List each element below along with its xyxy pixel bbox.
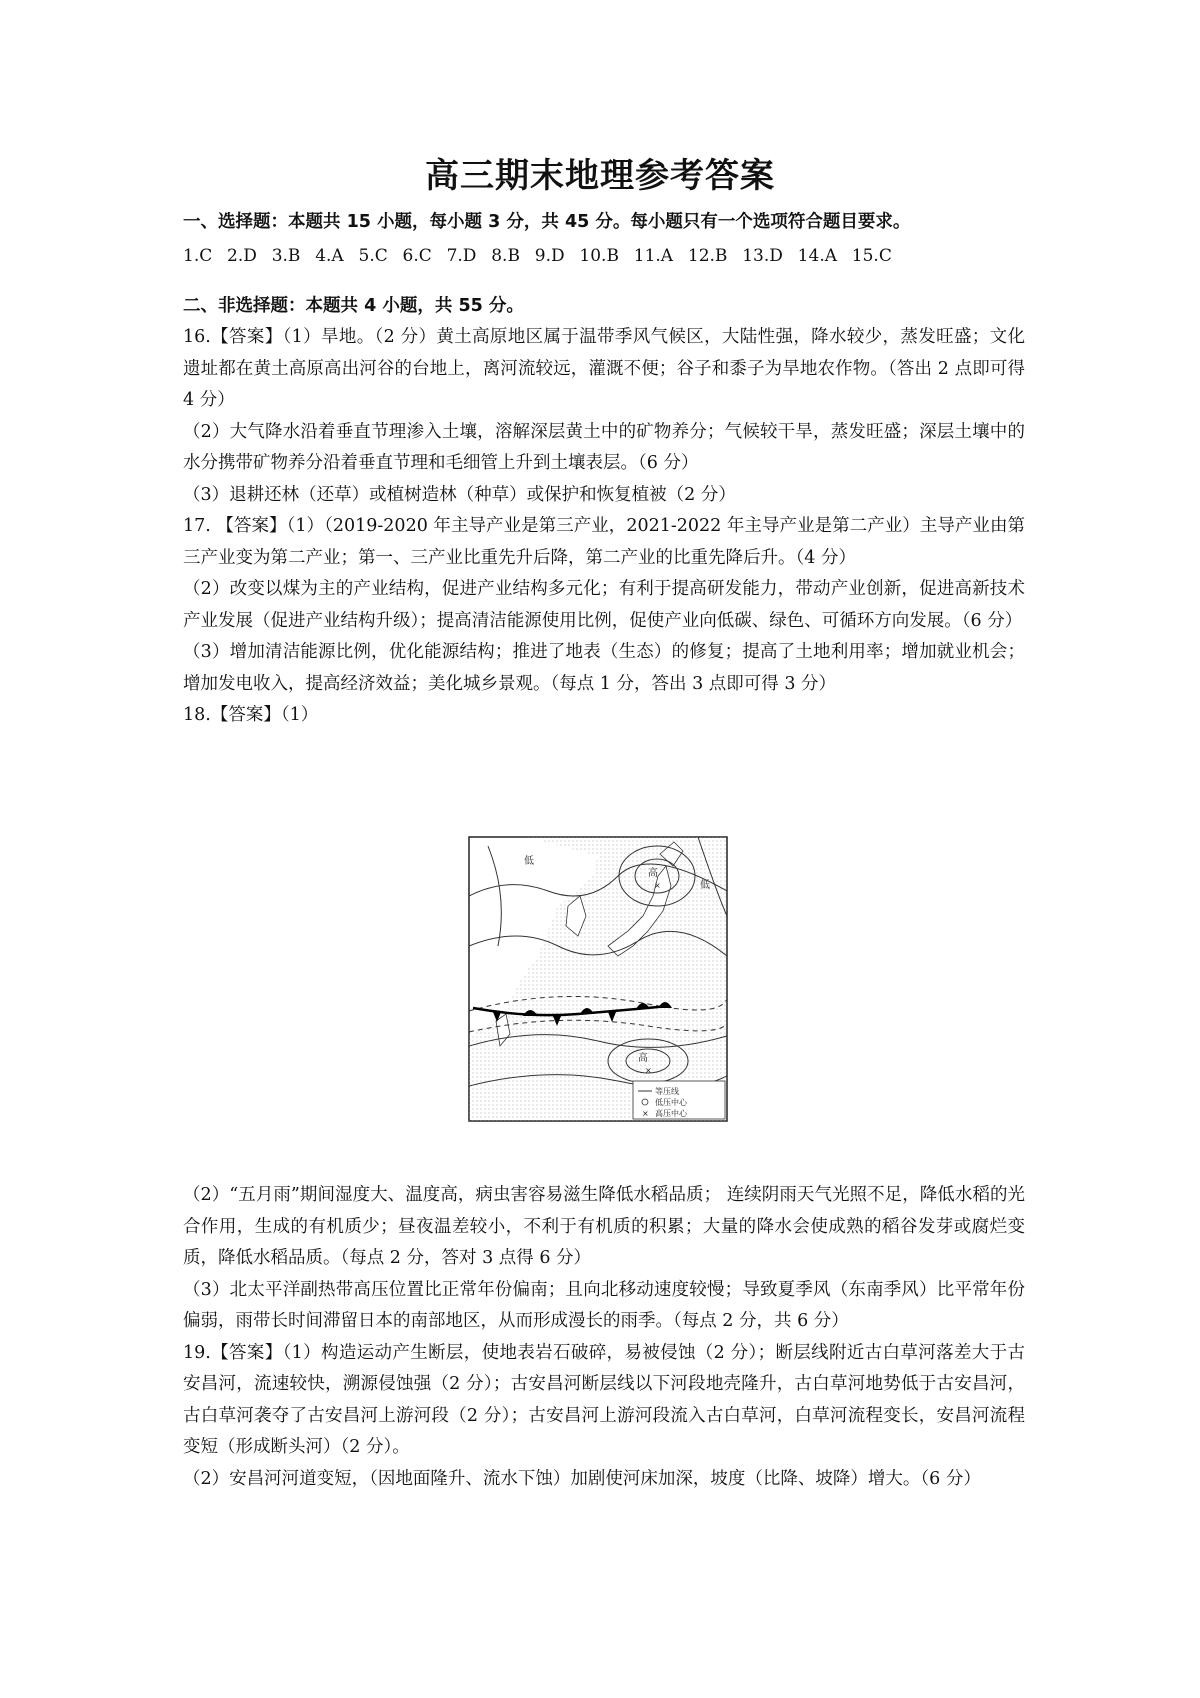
answers-block-lower: [183, 1180, 1025, 1495]
q18-part3: （3）北太平洋副热带高压位置比正常年份偏南；且向北移动速度较慢；导致夏季风（东南季风）比平常年份偏弱，雨带长时间滞留日本的南部地区，从而形成漫长的雨季。（每点 2 分，共 6 分）: [183, 1279, 1025, 1331]
legend-low-label: 低压中心: [655, 1098, 687, 1107]
svg-text:×: ×: [642, 1109, 649, 1118]
low-pressure-label: 低: [524, 856, 534, 867]
section-free-response-heading: 二、非选择题：本题共 4 小题，共 55 分。: [183, 296, 524, 316]
q19-part1: 19.【答案】（1）构造运动产生断层，使地表岩石破碎，易被侵蚀（2 分）；断层线附近古白草河落差大于古安昌河，流速较快，溯源侵蚀强（2 分）；古安昌河断层线以下河段地壳隆升，古白草河地势低于古安昌河，古白草河袭夺了古安昌河上游河段（2 分）；古安昌河上游河段流入古白草河，白草河流程变长，安昌河流程变短（形成断头河）（2 分）。: [183, 1342, 1025, 1457]
q16-part2: （2）大气降水沿着垂直节理渗入土壤，溶解深层黄土中的矿物养分；气候较干旱，蒸发旺盛；深层土壤中的水分携带矿物养分沿着垂直节理和毛细管上升到土壤表层。（6 分）: [183, 421, 1025, 473]
q16-part3: （3）退耕还林（还草）或植树造林（种草）或保护和恢复植被（2 分）: [183, 484, 736, 505]
q18-part1: 18.【答案】（1）: [183, 705, 319, 725]
weather-map-figure: [468, 836, 728, 1122]
legend-isobar-label: 等压线: [655, 1087, 679, 1096]
legend-high-label: 高压中心: [655, 1109, 687, 1118]
q19-part2: （2）安昌河河道变短，（因地面隆升、流水下蚀）加剧使河床加深，坡度（比降、坡降）增大。（6 分）: [183, 1468, 981, 1489]
low-pressure-label: 低: [700, 880, 710, 891]
q16-part1: 16.【答案】（1）旱地。（2 分）黄土高原地区属于温带季风气候区，大陆性强，降水较少，蒸发旺盛；文化遗址都在黄土高原高出河谷的台地上，离河流较远，灌溉不便；谷子和黍子为旱地农作物。（答出 2 点即可得 4 分）: [183, 327, 1025, 410]
answers-block-upper: [183, 322, 1025, 732]
q18-part2: （2）“五月雨”期间湿度大、温度高，病虫害容易滋生降低水稻品质； 连续阴雨天气光照不足，降低水稻的光合作用，生成的有机质少；昼夜温差较小，不利于有机质的积累；大量的降水会使成熟的稻谷发芽或腐烂变质，降低水稻品质。（每点 2 分，答对 3 点得 6 分）: [183, 1185, 1025, 1268]
multiple-choice-answers: 1.C 2.D 3.B 4.A 5.C 6.C 7.D 8.B 9.D 10.B 11.A 12.B 13.D 14.A 15.C: [183, 246, 892, 266]
high-center-mark: ×: [645, 1066, 652, 1075]
map-legend: [633, 1081, 725, 1119]
page-title: 高三期末地理参考答案: [425, 156, 775, 196]
section-multiple-choice-heading: 一、选择题：本题共 15 小题，每小题 3 分，共 45 分。每小题只有一个选项符合题目要求。: [183, 212, 911, 232]
high-center-mark: ×: [654, 881, 661, 890]
q17-part2: （2）改变以煤为主的产业结构，促进产业结构多元化；有利于提高研发能力，带动产业创新，促进高新技术产业发展（促进产业结构升级）；提高清洁能源使用比例，促使产业向低碳、绿色、可循环方向发展。（6 分）: [183, 579, 1025, 631]
q17-part3: （3）增加清洁能源比例，优化能源结构；推进了地表（生态）的修复；提高了土地利用率；增加就业机会；增加发电收入，提高经济效益；美化城乡景观。（每点 1 分，答出 3 点即可得 3 分）: [183, 642, 1025, 694]
weather-map: [468, 836, 728, 1122]
high-pressure-label: 高: [638, 1053, 648, 1064]
q17-part1: 17. 【答案】（1）（2019-2020 年主导产业是第三产业，2021-2022 年主导产业是第二产业）主导产业由第三产业变为第二产业；第一、三产业比重先升后降，第二产业的比重先降后升。（4 分）: [183, 516, 1025, 568]
high-pressure-label: 高: [648, 868, 658, 879]
